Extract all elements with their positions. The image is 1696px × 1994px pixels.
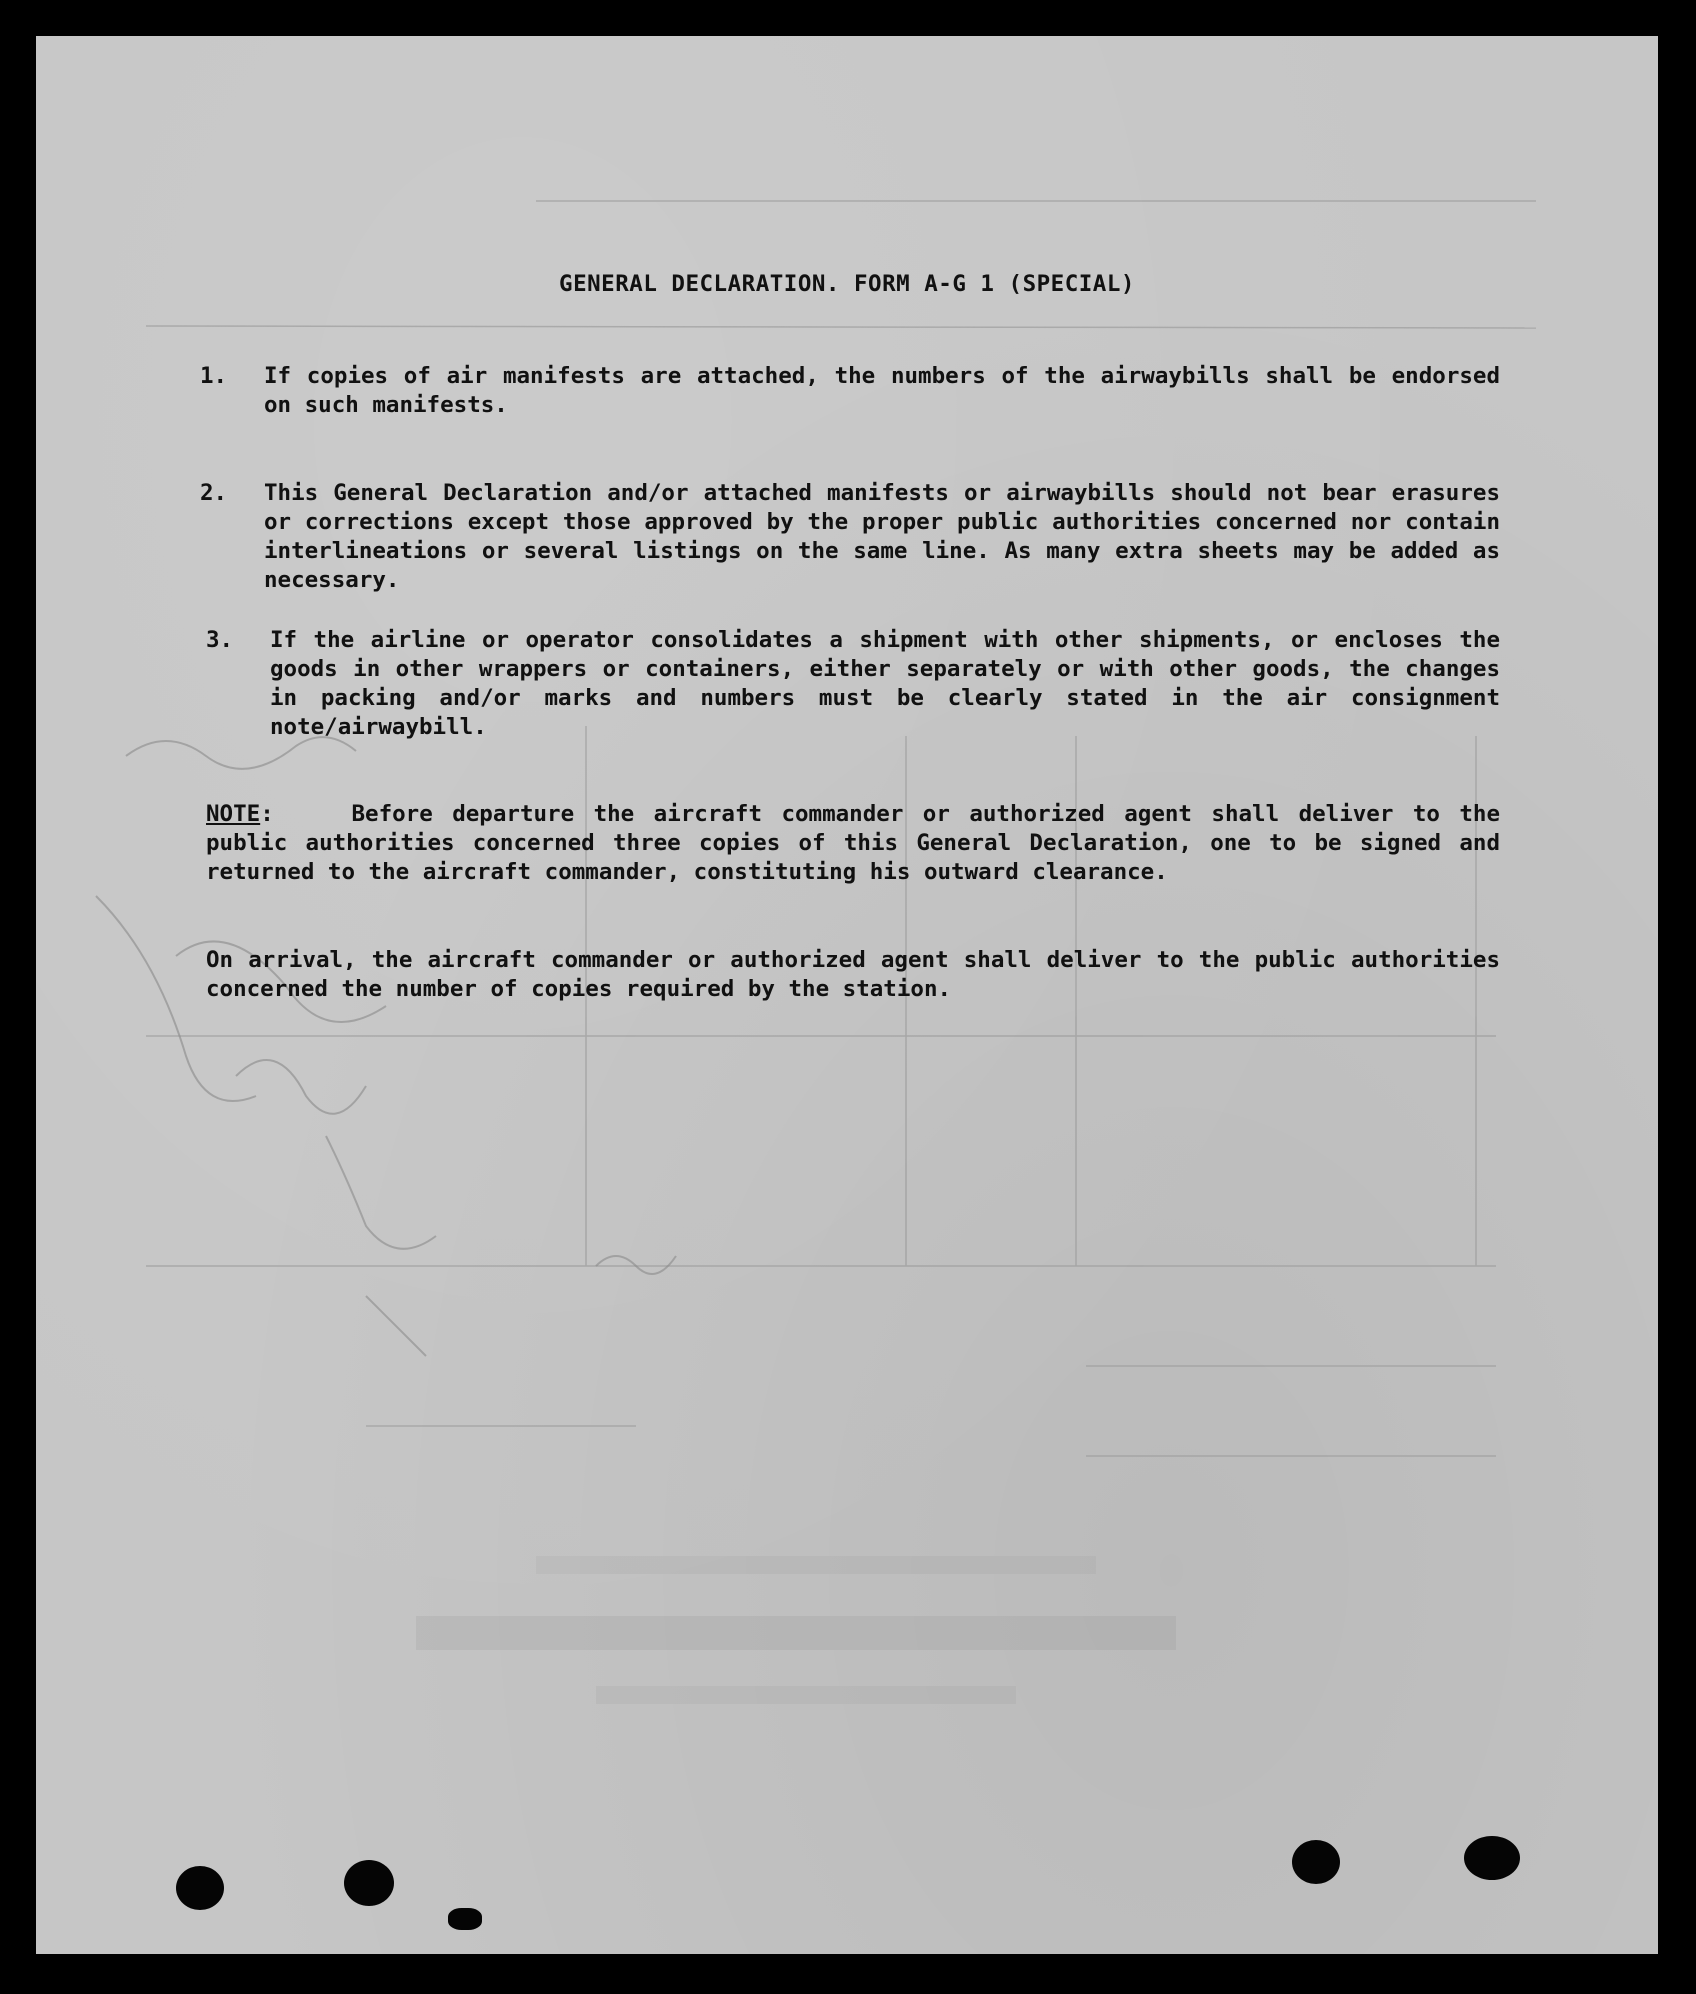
list-item-3 — [206, 626, 1500, 742]
note-paragraph — [206, 800, 1500, 887]
list-item-1 — [200, 362, 1500, 420]
list-item-number: 1. — [200, 363, 228, 389]
document-title: GENERAL DECLARATION. FORM A-G 1 (SPECIAL) — [559, 271, 1135, 297]
note-separator: : — [260, 801, 274, 827]
arrival-paragraph: On arrival, the aircraft commander or authorized agent shall deliver to the public authorities concerned the number of copies required by the station. — [206, 947, 1500, 1002]
punch-hole — [1464, 1836, 1520, 1880]
list-item-2 — [200, 479, 1500, 595]
punch-hole — [1292, 1840, 1340, 1884]
list-item-text: If copies of air manifests are attached, the numbers of the airwaybills shall be endorsed on such manifests. — [264, 363, 1500, 418]
punch-hole — [176, 1866, 224, 1910]
document-page — [36, 36, 1658, 1954]
list-item-text: If the airline or operator consolidates a shipment with other shipments, or encloses the goods in other wrappers or containers, either separately or with other goods, the changes in packing and/or marks and numbers must be clearly stated in the air consignment note/airwaybill. — [270, 627, 1500, 740]
list-item-number: 3. — [206, 627, 234, 653]
note-text: Before departure the aircraft commander or authorized agent shall deliver to the public authorities concerned three copies of this General Declaration, one to be signed and returned to the aircraft commander, constituting his outward clearance. — [206, 801, 1500, 885]
punch-hole — [344, 1860, 394, 1906]
list-item-number: 2. — [200, 480, 228, 506]
punch-hole-fragment — [448, 1908, 482, 1930]
list-item-text: This General Declaration and/or attached manifests or airwaybills should not bear erasures or corrections except those approved by the proper public authorities concerned nor contain interlineations or several listings on the same line. As many extra sheets may be added as necessary. — [264, 480, 1500, 593]
note-label: NOTE — [206, 801, 261, 827]
